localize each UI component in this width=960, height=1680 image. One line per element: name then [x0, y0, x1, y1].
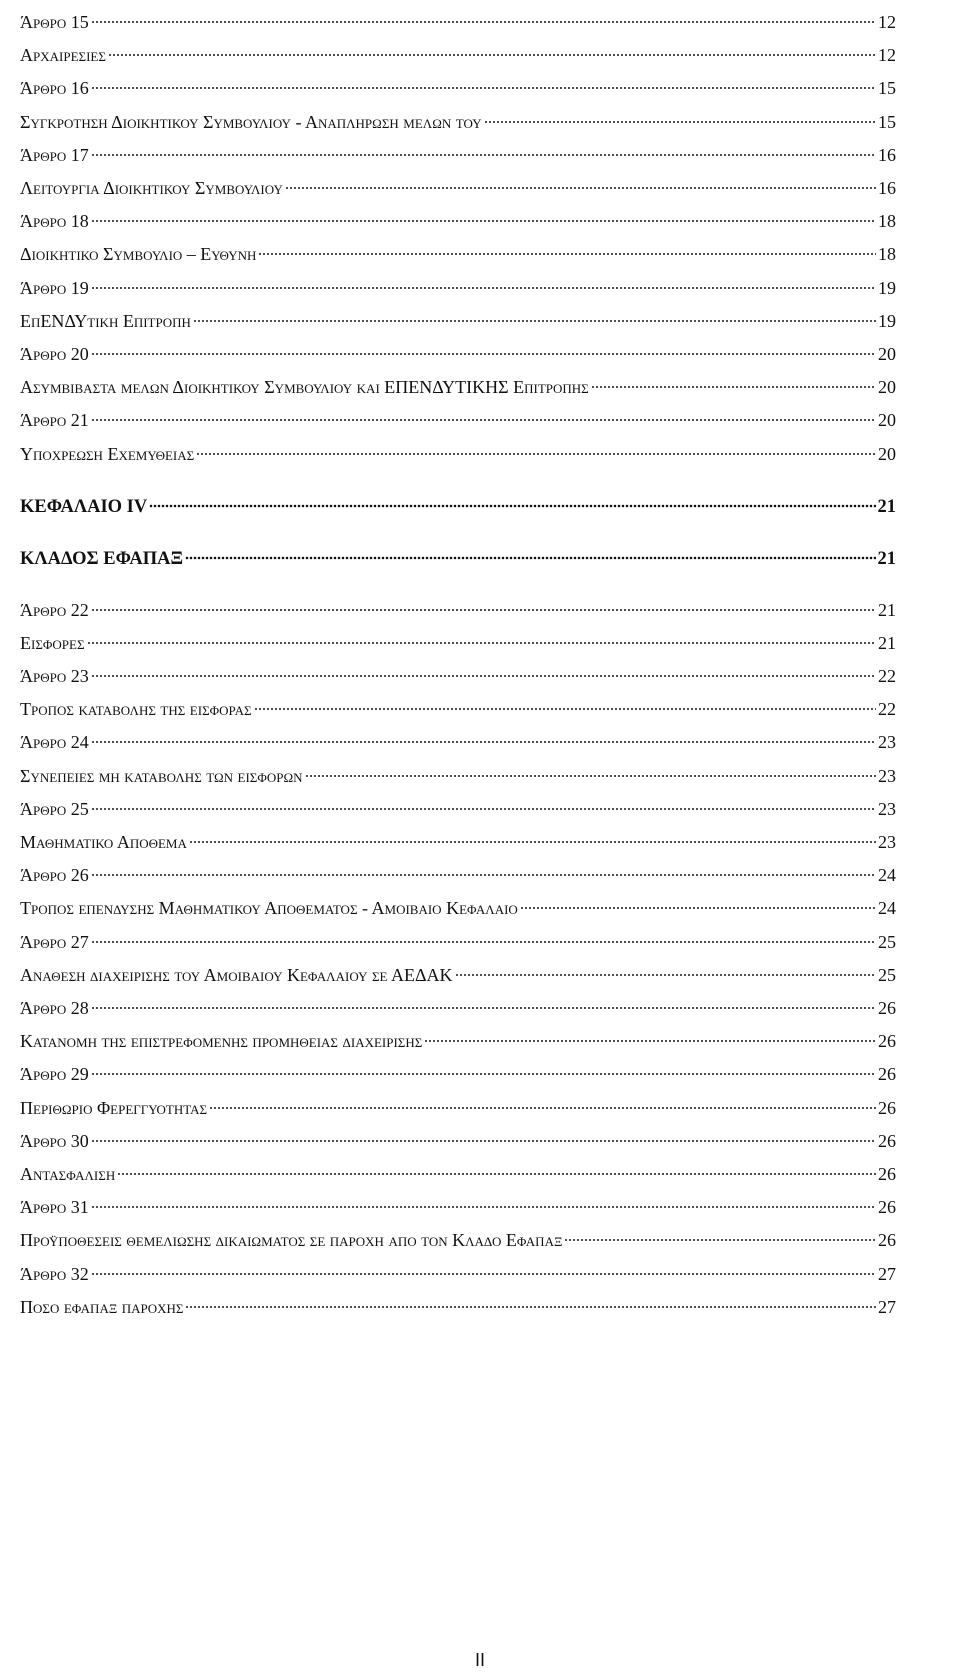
toc-entry-page: 27: [878, 1296, 896, 1317]
toc-entry-title: Άρθρο 15: [20, 12, 89, 32]
toc-entry-page: 22: [878, 699, 896, 720]
toc-entry-page: 19: [878, 310, 896, 331]
toc-entry[interactable]: [20, 199, 896, 232]
toc-entry-page: 21: [877, 496, 896, 517]
dot-leader: [185, 1285, 876, 1313]
dot-leader: [91, 332, 876, 360]
toc-entry-title: Άρθρο 19: [20, 277, 89, 298]
toc-entry-page: 25: [878, 964, 896, 985]
toc-entry-page: 24: [878, 865, 896, 886]
toc-entry-page: 27: [878, 1263, 896, 1284]
toc-entry-title: Άρθρο 25: [20, 798, 89, 819]
toc-entry-title: Άρθρο 30: [20, 1130, 89, 1151]
toc-entry-title: Μαθηματικο Αποθεμα: [20, 832, 187, 852]
toc-entry[interactable]: [20, 720, 896, 753]
toc-entry-title: Διοικητικο Συμβουλιο – Ευθυνη: [20, 244, 257, 265]
toc-entry-title: Άρθρο 18: [20, 211, 89, 232]
toc-entry-page: 23: [878, 798, 896, 819]
toc-entry-title: Τροποσ καταβολησ τησ εισφορασ: [20, 699, 252, 720]
toc-entry[interactable]: [20, 166, 896, 198]
toc-entry-title: Εισφορεσ: [20, 632, 85, 653]
toc-entry[interactable]: [20, 1086, 896, 1118]
toc-entry-title: Τροποσ επενδυσησ Μαθηματικου Αποθεματοσ - Αμοιβαιο Κεφαλαιο: [20, 898, 518, 919]
toc-entry-title: Προϋποθεσεισ θεμελιωσησ δικαιωματοσ σε παροχη απο τον Κλαδο Εφαπαξ: [20, 1230, 563, 1251]
toc-entry-title: Άρθρο 32: [20, 1263, 89, 1284]
toc-entry-title: Αντασφαλιση: [20, 1164, 116, 1184]
dot-leader: [91, 1185, 876, 1213]
toc-entry[interactable]: [20, 365, 896, 398]
toc-entry[interactable]: [20, 920, 896, 952]
dot-leader: [285, 166, 876, 194]
toc-entry[interactable]: [20, 33, 896, 66]
toc-entry-page: 21: [877, 548, 896, 569]
toc-entry-page: 23: [878, 732, 896, 753]
toc-entry-page: 18: [878, 244, 896, 265]
dot-leader: [91, 133, 876, 161]
toc-entry-page: 12: [878, 45, 896, 66]
toc-entry-title: Άρθρο 24: [20, 732, 89, 753]
toc-entry[interactable]: [20, 66, 896, 99]
toc-entry-page: 26: [878, 998, 896, 1018]
toc-entry[interactable]: [20, 133, 896, 165]
toc-entry[interactable]: [20, 986, 896, 1018]
toc-entry-title: Άρθρο 21: [20, 410, 89, 431]
page-number: II: [474, 1650, 485, 1670]
toc-entry-title: Άρθρο 16: [20, 78, 89, 99]
toc-entry-page: 20: [878, 377, 896, 398]
toc-entry-page: 20: [878, 443, 896, 464]
toc-entry[interactable]: [20, 588, 896, 620]
dot-leader: [305, 754, 876, 782]
dot-leader: [108, 33, 876, 61]
toc-entry-title: Άρθρο 31: [20, 1197, 89, 1218]
dot-leader: [91, 1052, 876, 1080]
toc-entry[interactable]: [20, 754, 896, 786]
toc-entry-title: Αναθεση διαχειρισησ του Αμοιβαιου Κεφαλαιου σε ΑΕΔΑΚ: [20, 964, 453, 985]
toc-entry-title: ΕπΕΝΔΥτικη Επιτροπη: [20, 310, 191, 331]
dot-leader: [91, 853, 876, 881]
toc-entry[interactable]: [20, 820, 896, 852]
toc-entry-title: Αρχαιρεσιεσ: [20, 45, 106, 66]
dot-leader: [484, 100, 876, 128]
dot-leader: [189, 820, 876, 848]
toc-entry-title: Λειτουργια Διοικητικου Συμβουλιου: [20, 178, 283, 198]
toc-entry-page: 18: [878, 211, 896, 232]
dot-leader: [185, 536, 876, 564]
toc-entry[interactable]: [20, 621, 896, 653]
dot-leader: [117, 1152, 876, 1180]
toc-entry-title: Άρθρο 17: [20, 144, 89, 165]
dot-leader: [91, 920, 876, 948]
toc-heading[interactable]: [20, 484, 896, 517]
toc-entry-page: 21: [878, 599, 896, 620]
toc-entry[interactable]: [20, 1152, 896, 1184]
dot-leader: [91, 199, 876, 227]
toc-entry-page: 19: [878, 277, 896, 298]
toc-entry-page: 20: [878, 410, 896, 431]
toc-entry-page: 16: [878, 144, 896, 165]
toc-entry-title: Άρθρο 27: [20, 931, 89, 952]
dot-leader: [254, 687, 876, 715]
toc-entry-title: Άρθρο 28: [20, 998, 89, 1018]
toc-entry[interactable]: [20, 886, 896, 919]
toc-entry[interactable]: [20, 1052, 896, 1085]
dot-leader: [209, 1086, 876, 1114]
toc-entry-page: 24: [878, 898, 896, 919]
toc-entry-title: Περιθωριο Φερεγγυοτητασ: [20, 1097, 208, 1118]
toc-entry-page: 26: [878, 1064, 896, 1085]
toc-entry[interactable]: [20, 266, 896, 298]
toc-entry-title: Άρθρο 23: [20, 666, 89, 686]
dot-leader: [91, 588, 876, 616]
dot-leader: [91, 986, 876, 1014]
toc-entry-page: 26: [878, 1130, 896, 1151]
toc-entry[interactable]: [20, 432, 896, 464]
toc-entry-title: Ποσο εφαπαξ παροχησ: [20, 1296, 184, 1317]
dot-leader: [87, 621, 876, 649]
toc-entry-title: Ασυμβιβαστα μελων Διοικητικου Συμβουλιου και ΕΠΕΝΔΥΤΙΚΗΣ Επιτροπησ: [20, 377, 589, 398]
toc-entry[interactable]: [20, 332, 896, 364]
toc-entry-title: Άρθρο 22: [20, 599, 89, 620]
dot-leader: [149, 484, 875, 512]
toc-entry-page: 23: [878, 832, 896, 852]
toc-entry-page: 26: [878, 1031, 896, 1052]
toc-entry-title: Υποχρεωση Εχεμυθειασ: [20, 443, 195, 464]
dot-leader: [91, 787, 876, 815]
toc-entry-title: Άρθρο 26: [20, 865, 89, 886]
toc-entry-page: 26: [878, 1197, 896, 1218]
dot-leader: [91, 266, 876, 294]
toc-entry-title: Συγκροτηση Διοικητικου Συμβουλιου - Αναπληρωση μελων του: [20, 111, 482, 132]
dot-leader: [258, 232, 876, 260]
dot-leader: [196, 432, 876, 460]
toc-entry-title: Άρθρο 20: [20, 344, 89, 364]
toc-entry-title: Συνεπειεσ μη καταβολησ των εισφορων: [20, 765, 303, 786]
toc-entry-title: ΚΕΦΑΛΑΙΟ IV: [20, 496, 148, 517]
toc-entry-page: 15: [878, 111, 896, 132]
toc-entry[interactable]: [20, 100, 896, 132]
dot-leader: [455, 953, 876, 981]
dot-leader: [91, 720, 876, 748]
toc-entry-title: ΚΛΑΔΟΣ ΕΦΑΠΑΞ: [20, 548, 183, 569]
dot-leader: [91, 1119, 876, 1147]
toc-entry[interactable]: [20, 1185, 896, 1218]
dot-leader: [91, 0, 876, 28]
toc-entry-page: 12: [878, 12, 896, 32]
toc-entry[interactable]: [20, 1019, 896, 1052]
toc-entry[interactable]: [20, 398, 896, 431]
dot-leader: [520, 886, 876, 914]
toc-entry[interactable]: [20, 299, 896, 331]
toc-entry-page: 26: [878, 1230, 896, 1251]
toc-entry-page: 23: [878, 765, 896, 786]
toc-entry[interactable]: [20, 654, 896, 686]
toc-entry-title: Άρθρο 29: [20, 1064, 89, 1085]
toc-entry[interactable]: [20, 0, 896, 32]
toc-entry[interactable]: [20, 853, 896, 886]
dot-leader: [591, 365, 876, 393]
toc-entry[interactable]: [20, 953, 896, 985]
dot-leader: [424, 1019, 876, 1047]
toc-entry-page: 26: [878, 1097, 896, 1118]
toc-entry[interactable]: [20, 1218, 896, 1251]
toc-entry-page: 21: [878, 632, 896, 653]
toc-entry[interactable]: [20, 1285, 896, 1317]
dot-leader: [91, 66, 876, 94]
toc-entry-page: 25: [878, 931, 896, 952]
toc-entry-page: 26: [878, 1164, 896, 1184]
toc-entry-page: 15: [878, 78, 896, 99]
toc-entry[interactable]: [20, 1252, 896, 1284]
dot-leader: [564, 1218, 876, 1246]
toc-entry[interactable]: [20, 787, 896, 819]
toc-entry[interactable]: [20, 1119, 896, 1151]
toc-heading[interactable]: [20, 536, 896, 569]
dot-leader: [91, 398, 876, 426]
toc-entry-page: 22: [878, 666, 896, 686]
toc-entry-title: Κατανομη τησ επιστρεφομενησ προμηθειασ διαχειρισησ: [20, 1031, 423, 1052]
dot-leader: [91, 654, 876, 682]
toc-entry[interactable]: [20, 687, 896, 720]
dot-leader: [91, 1252, 876, 1280]
toc-entry[interactable]: [20, 232, 896, 265]
toc-entry-page: 16: [878, 178, 896, 198]
dot-leader: [193, 299, 876, 327]
toc-entry-page: 20: [878, 344, 896, 364]
